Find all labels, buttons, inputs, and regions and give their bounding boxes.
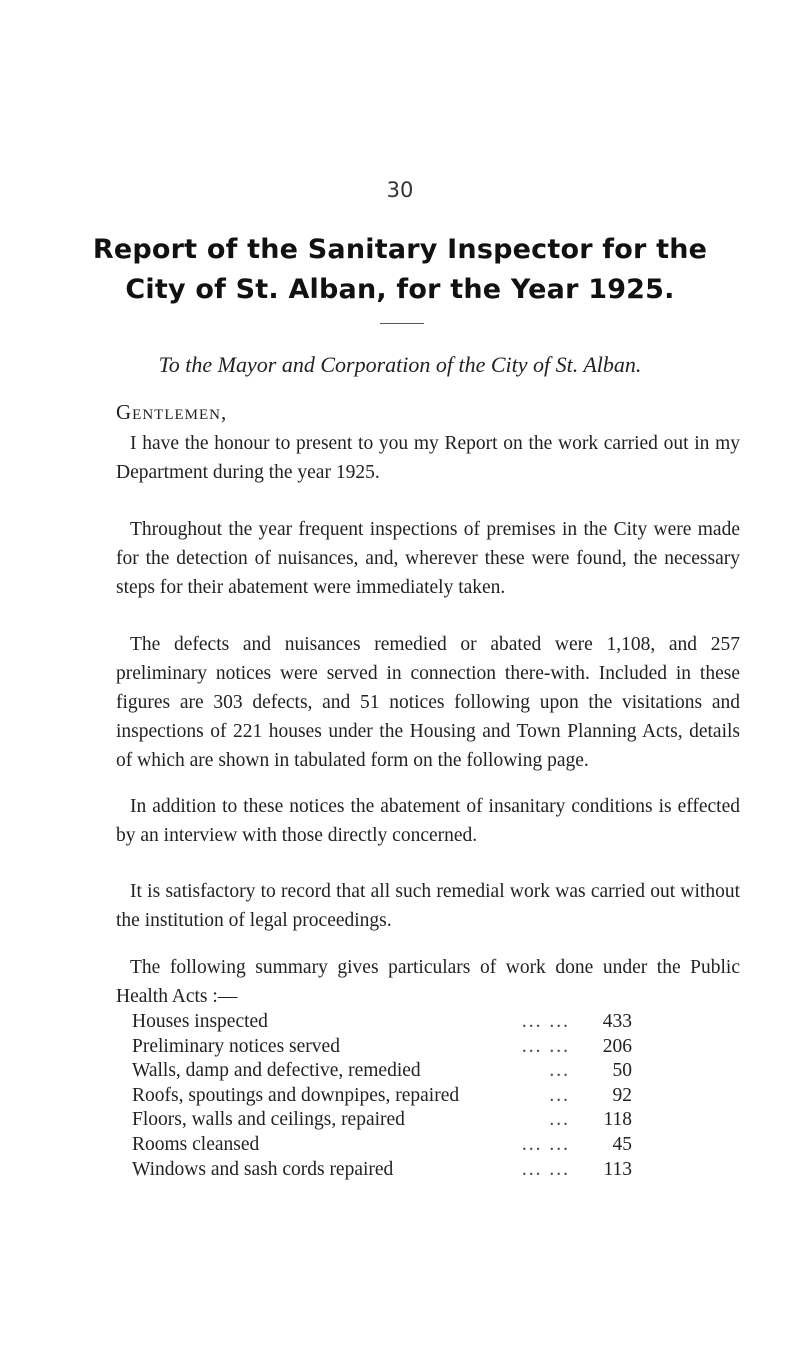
summary-value: 118 xyxy=(603,1109,632,1131)
summary-leader-dots: ... xyxy=(549,1109,570,1131)
paragraph-proceedings: It is satisfactory to record that all such remedial work was carried out without the institution of legal proceedings. xyxy=(116,881,740,931)
summary-leader-dots: ... ... xyxy=(521,1158,570,1180)
paragraph-interviews: In addition to these notices the abatement of insanitary conditions is effected by an interview with those directly concerned. xyxy=(116,796,740,846)
paragraph-summary-intro: The following summary gives particulars of work done under the Public Health Acts :— xyxy=(116,957,740,1007)
report-title: Report of the Sanitary Inspector for the City of St. Alban, for the Year 1925. xyxy=(92,234,708,305)
summary-leader-dots: ... ... xyxy=(521,1133,570,1155)
summary-row xyxy=(132,1158,632,1183)
summary-row xyxy=(132,1059,632,1084)
summary-value: 45 xyxy=(612,1133,632,1155)
summary-leader-dots: ... xyxy=(549,1060,570,1082)
summary-label: Floors, walls and ceilings, repaired xyxy=(132,1109,405,1131)
summary-leader-dots: ... xyxy=(549,1084,570,1106)
page-number: 30 xyxy=(386,178,414,202)
salutation: Gentlemen, xyxy=(116,400,228,424)
summary-value: 206 xyxy=(602,1035,632,1057)
summary-label: Walls, damp and defective, remedied xyxy=(132,1060,421,1082)
summary-row xyxy=(132,1084,632,1109)
paragraph-intro: I have the honour to present to you my Report on the work carried out in my Department during the year 1925. xyxy=(116,433,740,483)
summary-label: Houses inspected xyxy=(132,1011,268,1032)
summary-value: 92 xyxy=(612,1084,632,1106)
summary-row xyxy=(132,1133,632,1158)
summary-label: Roofs, spoutings and downpipes, repaired xyxy=(132,1084,460,1106)
summary-row xyxy=(132,1010,632,1035)
summary-list xyxy=(132,1010,632,1182)
summary-label: Rooms cleansed xyxy=(132,1133,260,1155)
summary-value: 433 xyxy=(602,1011,632,1032)
summary-value: 50 xyxy=(612,1060,632,1082)
paragraph-defects: The defects and nuisances remedied or abated were 1,108, and 257 preliminary notices were served in connection there-with. Included in these figures are 303 defects, and 51 notices following upon the visitations and inspections of 221 houses under the Housing and Town Planning Acts, details of which are shown in tabulated form on the following page. xyxy=(116,634,740,771)
summary-value: 113 xyxy=(603,1158,632,1180)
summary-row xyxy=(132,1108,632,1133)
summary-label: Windows and sash cords repaired xyxy=(132,1158,394,1180)
summary-label: Preliminary notices served xyxy=(132,1035,340,1057)
summary-leader-dots: ... ... xyxy=(521,1011,570,1032)
summary-leader-dots: ... ... xyxy=(521,1035,570,1057)
summary-row xyxy=(132,1035,632,1060)
title-rule-divider xyxy=(380,323,424,324)
addressee-line: To the Mayor and Corporation of the City of St. Alban. xyxy=(158,352,642,377)
paragraph-inspections: Throughout the year frequent inspections of premises in the City were made for the detection of nuisances, and, wherever these were found, the necessary steps for their abatement were immediately taken. xyxy=(116,519,740,598)
